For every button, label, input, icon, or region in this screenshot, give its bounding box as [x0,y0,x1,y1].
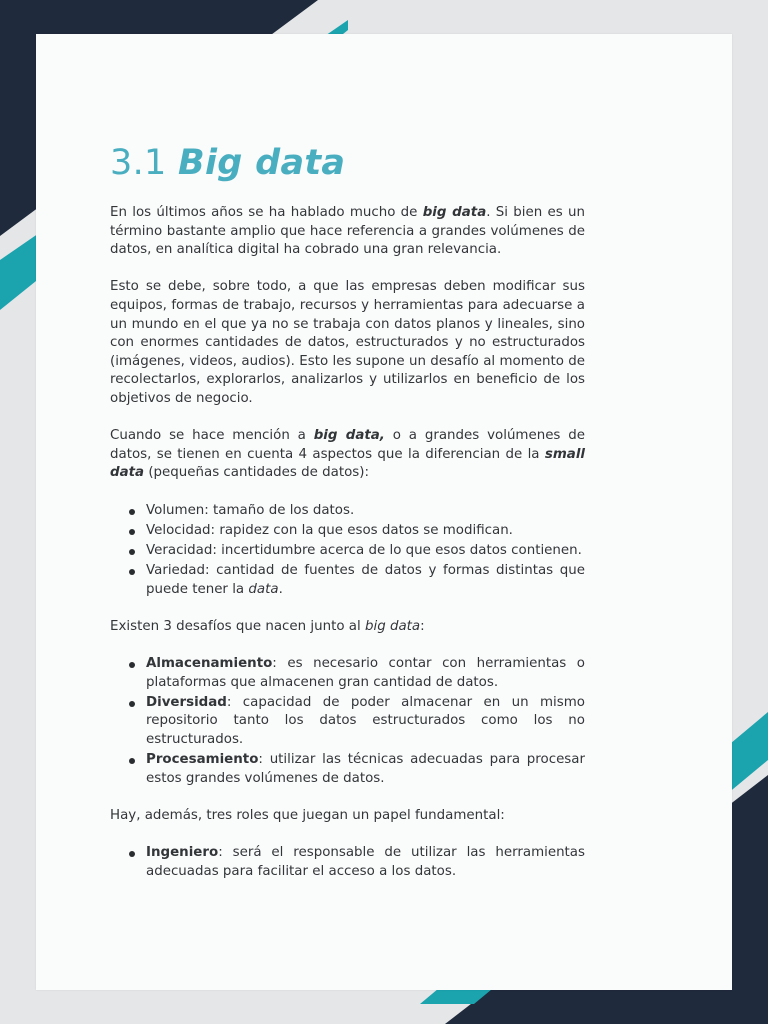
list-item-text: Veracidad: incertidumbre acerca de lo que esos datos contienen. [146,542,582,558]
list-item [146,522,585,541]
paragraph-roles: Hay, además, tres roles que juegan un papel fundamental: [110,807,505,823]
roles-list [110,844,585,881]
aspects-list [110,502,585,600]
list-item-text: : capacidad de poder almacenar en un mismo repositorio tanto los datos estructurados como los no estructurados. [146,694,585,747]
page-content [110,142,585,900]
list-item-text: : utilizar las técnicas adecuadas para procesar estos grandes volúmenes de datos. [146,752,585,786]
list-item-text: : es necesario contar con herramientas o plataformas que almacenen gran cantidad de datos. [146,656,585,690]
list-item [146,502,585,521]
text: Existen 3 desafíos que nacen junto al [110,618,365,634]
list-item [146,844,585,881]
text: (pequeñas cantidades de datos): [144,465,369,481]
document-page [36,34,732,990]
list-item [146,751,585,788]
term: Almacenamiento [146,656,273,672]
text: . Si bien es un término bastante amplio que hace referencia a grandes volúmenes de datos, en analítica digital ha cobrado una gran relevancia. [110,205,585,258]
section-number: 3.1 [110,143,167,183]
term: Procesamiento [146,752,259,768]
term: Diversidad [146,694,227,710]
list-item-text: : será el responsable de utilizar las herramientas adecuadas para facilitar el acceso a los datos. [146,845,585,879]
section-title [110,142,585,184]
text: : [420,618,425,634]
bullet-icon [129,509,135,515]
list-item-text: Variedad: cantidad de fuentes de datos y formas distintas que puede tener la [146,563,585,597]
text: En los últimos años se ha hablado mucho de [110,205,423,220]
paragraph-reasons: Esto se debe, sobre todo, a que las empresas deben modificar sus equipos, formas de trabajo, recursos y herramientas para adecuarse a un mundo en el que ya no se trabaja con datos planos y lineales, sino con enormes cantidades de datos, estructurados y no estructurados (imágenes, videos, audios). Esto les supone un desafío al momento de recolectarlos, explorarlos, analizarlos y utilizarlos en beneficio de los objetivos de negocio. [110,279,585,406]
emphasis: small data [110,446,585,481]
paragraph-intro [110,204,585,260]
list-item [146,542,585,561]
paragraph-challenges [110,618,585,637]
list-item-text: Velocidad: rapidez con la que esos datos se modifican. [146,522,513,538]
text: . [278,581,283,597]
bullet-icon [129,851,135,857]
bullet-icon [129,549,135,555]
text: o a grandes volúmenes de datos, se tienen en cuenta 4 aspectos que la diferencian de la [110,428,585,462]
bullet-icon [129,701,135,707]
list-item [146,694,585,750]
emphasis: big data, [313,428,385,444]
section-title-text: Big data [178,143,346,183]
term: Ingeniero [146,845,219,861]
list-item [146,562,585,599]
bullet-icon [129,569,135,575]
emphasis: big data [364,618,421,634]
challenges-list [110,655,585,788]
bullet-icon [129,529,135,535]
text: Cuando se hace mención a [110,428,314,444]
list-item [146,655,585,692]
paragraph-aspects [110,427,585,483]
bullet-icon [129,758,135,764]
emphasis: data [248,581,279,597]
list-item-text: Volumen: tamaño de los datos. [146,502,355,518]
emphasis: big data [422,205,487,220]
bullet-icon [129,662,135,668]
